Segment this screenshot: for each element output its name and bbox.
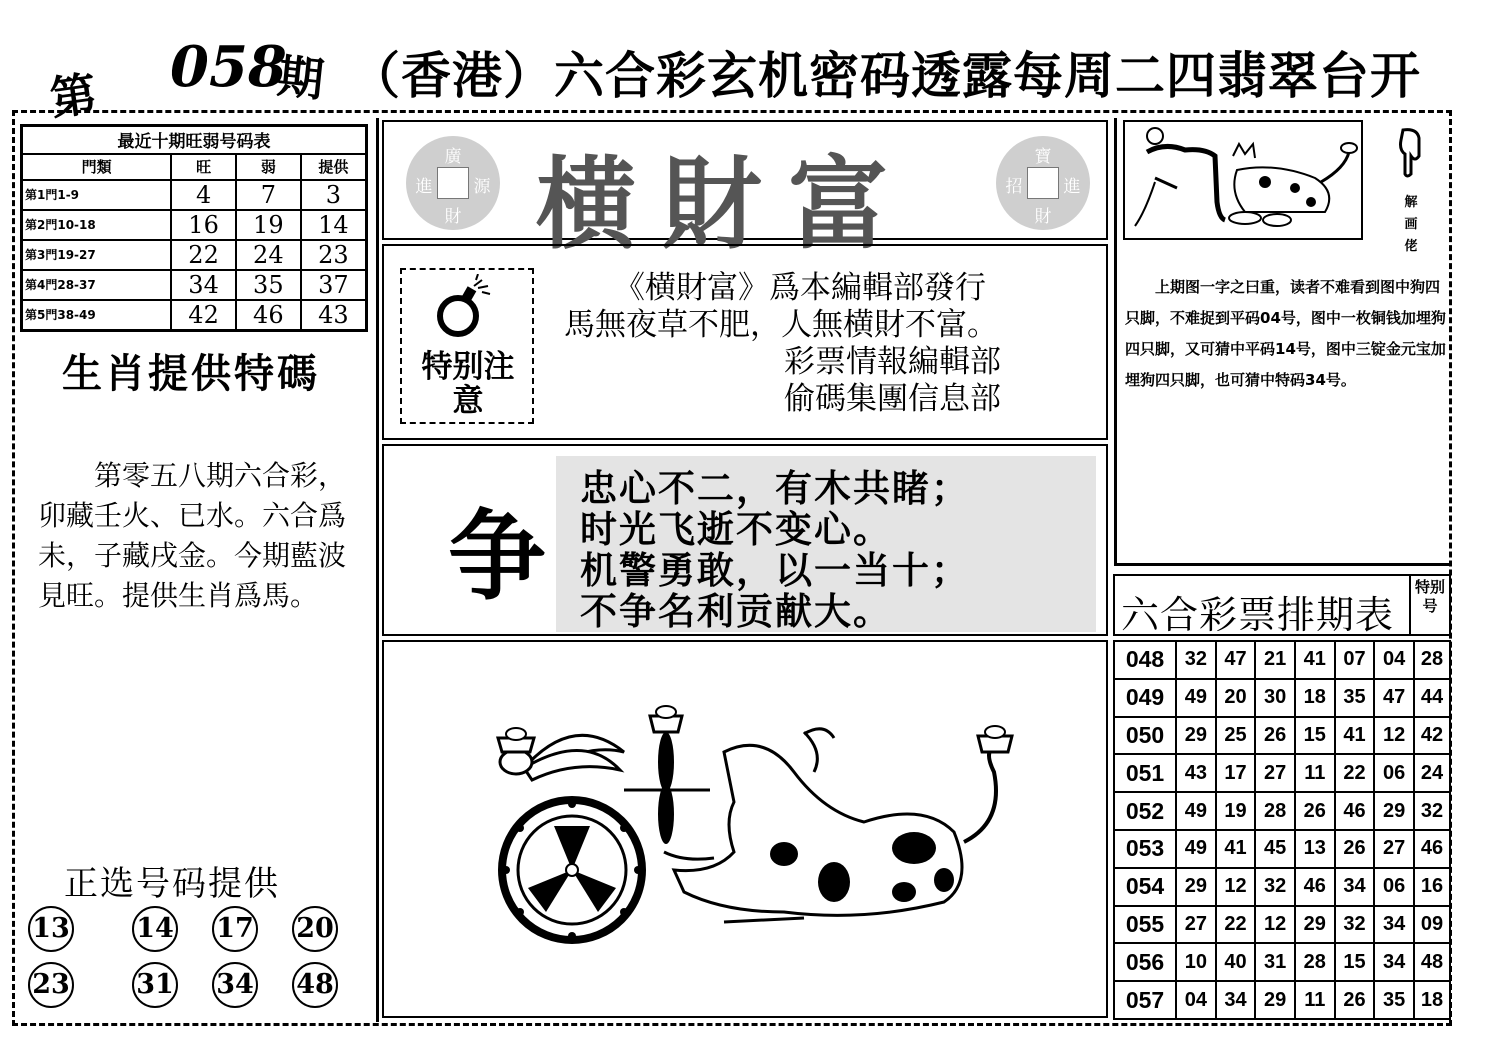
table-cell: 21 [1255, 641, 1295, 679]
zodiac-title: 生肖提供特碼 [62, 350, 320, 397]
page-title: （香港）六合彩玄机密码透露每周二四翡翠台开 [350, 46, 1421, 105]
table-cell: 29 [1374, 792, 1414, 830]
recent-numbers-table [20, 124, 368, 332]
column-header: 門類 [22, 154, 172, 180]
column-header: 提供 [301, 154, 367, 180]
special-cell: 48 [1414, 943, 1450, 981]
table-cell: 49 [1176, 679, 1216, 717]
table-cell: 49 [1176, 830, 1216, 868]
table-row [1114, 906, 1450, 944]
coin-char: 寶 [1034, 147, 1052, 167]
table-cell: 46 [1295, 868, 1335, 906]
table-cell: 32 [1335, 906, 1375, 944]
table-cell: 06 [1374, 868, 1414, 906]
logo-banner [382, 120, 1108, 263]
period-cell: 055 [1114, 906, 1176, 944]
logo-title: 横財富 [536, 145, 914, 263]
table-cell: 31 [1255, 943, 1295, 981]
special-cell: 46 [1414, 830, 1450, 868]
table-row [22, 210, 367, 240]
row-label: 第3門19-27 [22, 240, 172, 270]
coin-char: 進 [1063, 177, 1081, 197]
table-cell: 32 [1176, 641, 1216, 679]
coin-char: 財 [444, 207, 462, 227]
table-cell: 11 [1295, 754, 1335, 792]
hint-label: 解画佬 [1404, 195, 1418, 254]
table-cell: 27 [1176, 906, 1216, 944]
table-cell: 47 [1216, 641, 1256, 679]
solution-text [1125, 272, 1447, 396]
table-cell: 34 [1216, 981, 1256, 1019]
notice-line: 《横財富》爲本編輯部發行 [614, 270, 986, 306]
special-cell: 28 [1414, 641, 1450, 679]
table-cell: 15 [1335, 943, 1375, 981]
table-cell: 46 [1335, 792, 1375, 830]
table-cell: 22 [1216, 906, 1256, 944]
special-label: 特别号 [1409, 576, 1449, 636]
table-cell: 29 [1295, 906, 1335, 944]
draw-schedule [1113, 574, 1451, 1018]
table-cell: 04 [1374, 641, 1414, 679]
notice-badge [400, 268, 534, 424]
notice-text [564, 270, 1084, 418]
column-header: 弱 [236, 154, 301, 180]
table-cell: 35 [236, 270, 301, 300]
table-row [22, 180, 367, 210]
page-header [40, 28, 1480, 126]
period-cell: 050 [1114, 717, 1176, 755]
table-cell: 29 [1176, 868, 1216, 906]
special-cell: 16 [1414, 868, 1450, 906]
table-cell: 18 [1295, 679, 1335, 717]
table-row [1114, 641, 1450, 679]
table-cell: 04 [1176, 981, 1216, 1019]
coin-char: 源 [473, 177, 491, 197]
coin-char: 招 [1005, 177, 1023, 197]
table-cell: 41 [1335, 717, 1375, 755]
table-cell: 07 [1335, 641, 1375, 679]
bomb-icon [426, 274, 506, 344]
poem-line: 不争名利贡献大。 [580, 589, 892, 633]
notice-line: 馬無夜草不肥，人無横財不富。 [564, 307, 998, 343]
schedule-title: 六合彩票排期表 [1121, 593, 1395, 637]
pick-number: 23 [28, 962, 74, 1008]
period-cell: 053 [1114, 830, 1176, 868]
table-cell: 41 [1295, 641, 1335, 679]
row-label: 第4門28-37 [22, 270, 172, 300]
table-cell: 22 [171, 240, 236, 270]
row-label: 第2門10-18 [22, 210, 172, 240]
table-cell: 29 [1176, 717, 1216, 755]
table-cell: 06 [1374, 754, 1414, 792]
coin-icon [996, 136, 1090, 230]
table-cell: 42 [171, 300, 236, 331]
table-cell: 28 [1295, 943, 1335, 981]
period-cell: 049 [1114, 679, 1176, 717]
picks-title: 正选号码提供 [64, 864, 280, 904]
table-cell: 10 [1176, 943, 1216, 981]
table-cell: 26 [1295, 792, 1335, 830]
zodiac-text: 第零五八期六合彩，卯藏壬火、已水。六合爲未，子藏戌金。今期藍波見旺。提供生肖爲馬。 [38, 459, 347, 612]
table-cell: 47 [1374, 679, 1414, 717]
table-cell: 26 [1335, 830, 1375, 868]
pick-number: 14 [132, 906, 178, 952]
poem-keyword: 争 [448, 499, 547, 614]
table-row [1114, 792, 1450, 830]
table-row [1114, 754, 1450, 792]
period-cell: 054 [1114, 868, 1176, 906]
table-cell: 49 [1176, 792, 1216, 830]
table-cell: 34 [1374, 906, 1414, 944]
table-cell: 45 [1255, 830, 1295, 868]
column-header: 旺 [171, 154, 236, 180]
pick-number: 17 [212, 906, 258, 952]
table-cell: 13 [1295, 830, 1335, 868]
table-row [1114, 679, 1450, 717]
table-cell: 37 [301, 270, 367, 300]
table-cell: 14 [301, 210, 367, 240]
table-cell: 16 [171, 210, 236, 240]
coin-char: 進 [415, 177, 433, 197]
table-cell: 22 [1335, 754, 1375, 792]
table-cell: 19 [236, 210, 301, 240]
table-cell: 7 [236, 180, 301, 210]
table-cell: 12 [1216, 868, 1256, 906]
table-cell: 27 [1374, 830, 1414, 868]
notice-label: 特别注意 [421, 349, 515, 419]
table-cell: 43 [1176, 754, 1216, 792]
table-cell: 19 [1216, 792, 1256, 830]
table-cell: 28 [1255, 792, 1295, 830]
table-cell: 40 [1216, 943, 1256, 981]
schedule-table [1113, 640, 1451, 1020]
table-cell: 34 [171, 270, 236, 300]
table-cell: 34 [1335, 868, 1375, 906]
row-label: 第5門38-49 [22, 300, 172, 331]
period-cell: 056 [1114, 943, 1176, 981]
table-row [22, 270, 367, 300]
pick-number: 13 [28, 906, 74, 952]
table-cell: 25 [1216, 717, 1256, 755]
pointing-hand-icon [1395, 126, 1425, 178]
table-cell: 12 [1255, 906, 1295, 944]
table-cell: 26 [1255, 717, 1295, 755]
special-cell: 32 [1414, 792, 1450, 830]
table-caption: 最近十期旺弱号码表 [22, 126, 367, 154]
table-cell: 34 [1374, 943, 1414, 981]
table-cell: 12 [1374, 717, 1414, 755]
cat-rebus-icon [1125, 122, 1361, 238]
period-cell: 052 [1114, 792, 1176, 830]
table-row [1114, 868, 1450, 906]
notice-panel [382, 244, 1108, 440]
dog-illustration [384, 642, 1106, 1016]
table-cell: 11 [1295, 981, 1335, 1019]
table-cell: 27 [1255, 754, 1295, 792]
pick-number: 31 [132, 962, 178, 1008]
table-row [1114, 943, 1450, 981]
table-cell: 32 [1255, 868, 1295, 906]
puzzle-panel [1114, 118, 1452, 566]
table-cell: 15 [1295, 717, 1335, 755]
poem-line: 时光飞逝不变心。 [580, 507, 892, 551]
special-cell: 44 [1414, 679, 1450, 717]
table-row [1114, 717, 1450, 755]
table-cell: 41 [1216, 830, 1256, 868]
special-cell: 24 [1414, 754, 1450, 792]
table-cell: 17 [1216, 754, 1256, 792]
poem-text [580, 468, 970, 632]
special-cell: 18 [1414, 981, 1450, 1019]
column-divider [376, 118, 379, 1022]
poem-line: 忠心不二，有木共睹； [580, 466, 970, 510]
coin-char: 廣 [444, 147, 462, 167]
period-cell: 057 [1114, 981, 1176, 1019]
issue-number: 058 [170, 34, 287, 100]
poem-panel [382, 444, 1108, 636]
schedule-header [1113, 574, 1451, 636]
notice-line: 偷碼集團信息部 [784, 381, 1001, 417]
table-cell: 46 [236, 300, 301, 331]
period-cell: 051 [1114, 754, 1176, 792]
table-row [1114, 981, 1450, 1019]
special-cell: 09 [1414, 906, 1450, 944]
pick-number: 34 [212, 962, 258, 1008]
table-cell: 35 [1335, 679, 1375, 717]
rebus-picture [1123, 120, 1363, 240]
illustration-panel [382, 640, 1108, 1018]
table-row [22, 240, 367, 270]
table-row [1114, 830, 1450, 868]
coin-char: 財 [1034, 207, 1052, 227]
table-cell: 23 [301, 240, 367, 270]
table-row [22, 300, 367, 331]
notice-line: 彩票情報編輯部 [784, 344, 1001, 380]
table-cell: 30 [1255, 679, 1295, 717]
left-column [20, 120, 372, 1018]
table-cell: 24 [236, 240, 301, 270]
table-cell: 3 [301, 180, 367, 210]
table-cell: 43 [301, 300, 367, 331]
issue-prefix: 第 [46, 66, 100, 126]
table-cell: 29 [1255, 981, 1295, 1019]
period-cell: 048 [1114, 641, 1176, 679]
row-label: 第1門1-9 [22, 180, 172, 210]
pick-number: 20 [292, 906, 338, 952]
special-cell: 42 [1414, 717, 1450, 755]
table-cell: 20 [1216, 679, 1256, 717]
issue-suffix: 期 [274, 48, 327, 108]
pick-number: 48 [292, 962, 338, 1008]
coin-icon [406, 136, 500, 230]
table-cell: 26 [1335, 981, 1375, 1019]
poem-line: 机警勇敢，以一当十； [580, 548, 970, 592]
solution-paragraph: 上期图一字之曰重，读者不难看到图中狗四只脚，不难捉到平码04号，图中一枚铜钱加埋狗四只脚，又可猜中平码14号，图中三锭金元宝加埋狗四只脚，也可猜中特码34号。 [1125, 278, 1446, 389]
table-cell: 4 [171, 180, 236, 210]
table-cell: 35 [1374, 981, 1414, 1019]
